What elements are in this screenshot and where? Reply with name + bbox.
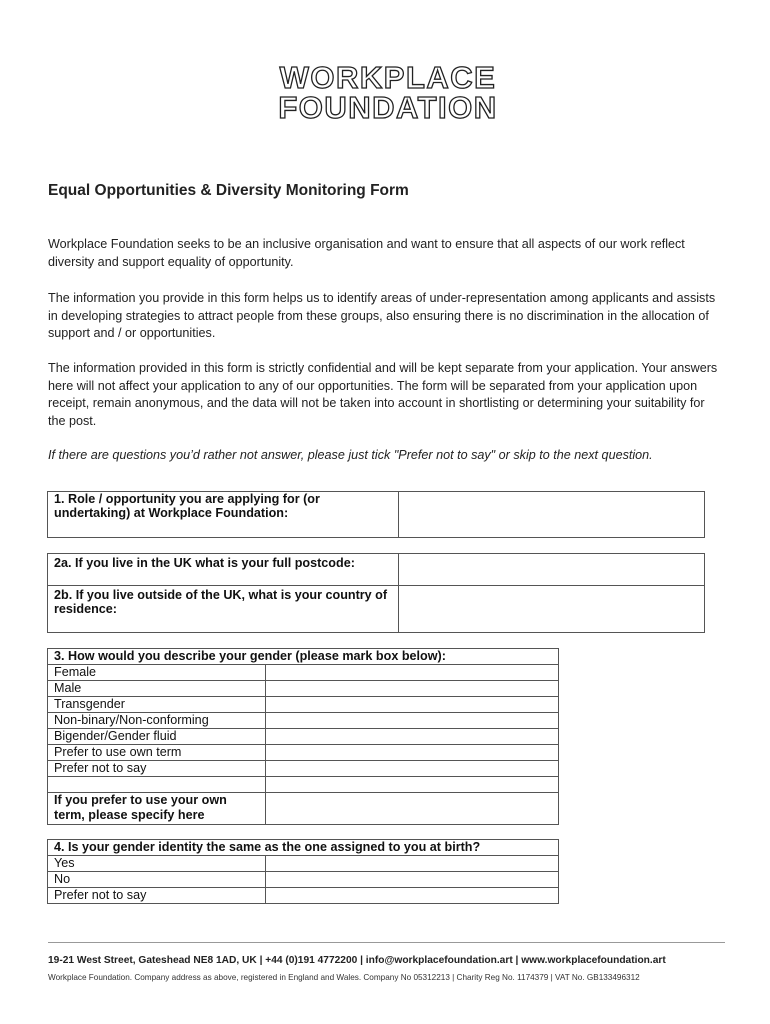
q2a-postcode-field[interactable]: [398, 554, 704, 586]
q3-spacer-cell: [48, 777, 266, 793]
q3-option-checkbox-prefer-not[interactable]: [266, 761, 559, 777]
q3-option-checkbox-male[interactable]: [266, 681, 559, 697]
q1-table: [47, 491, 705, 538]
logo-wordmark: [246, 62, 530, 120]
intro-paragraph-2: The information you provide in this form helps us to identify areas of under-representation among applicants and assists in developing strategies to attract people from these groups, also ensuring there is no discrimination in the allocation of support and / or opportunities.: [48, 291, 716, 341]
logo-line1: WORKPLACE: [279, 62, 497, 95]
q3-option-label: Prefer not to say: [48, 761, 266, 777]
footer-contact: 19-21 West Street, Gateshead NE8 1AD, UK | +44 (0)191 4772200 | info@workplacefoundation.art | www.workplacefoundation.art: [48, 955, 666, 966]
q4-label: 4. Is your gender identity the same as the one assigned to you at birth?: [48, 840, 559, 856]
logo-line2: FOUNDATION: [278, 90, 498, 120]
intro-paragraph-3: The information provided in this form is strictly confidential and will be kept separate from your application. Your answers here will not affect your application to any of our opportunities. The form will be separated from your application upon receipt, remain anonymous, and the data will not be taken into account in shortlisting or determining your suitability for the post.: [48, 361, 718, 428]
q2b-label: 2b. If you live outside of the UK, what is your country of residence:: [48, 586, 399, 633]
q3-option-checkbox-female[interactable]: [266, 665, 559, 681]
q3-label: 3. How would you describe your gender (please mark box below):: [48, 649, 559, 665]
q4-option-label: No: [48, 872, 266, 888]
q4-option-checkbox-yes[interactable]: [266, 856, 559, 872]
q3-option-label: Bigender/Gender fluid: [48, 729, 266, 745]
q3-option-label: Male: [48, 681, 266, 697]
q1-answer-field[interactable]: [398, 492, 704, 538]
q3-option-label: Non-binary/Non-conforming: [48, 713, 266, 729]
q3-option-label: Transgender: [48, 697, 266, 713]
q2b-country-field[interactable]: [398, 586, 704, 633]
q2-table: [47, 553, 705, 633]
intro-paragraph-1: Workplace Foundation seeks to be an inclusive organisation and want to ensure that all aspects of our work reflect diversity and support equality of opportunity.: [48, 237, 685, 269]
q4-option-checkbox-no[interactable]: [266, 872, 559, 888]
q4-option-label: Yes: [48, 856, 266, 872]
q3-option-checkbox-bigender[interactable]: [266, 729, 559, 745]
q1-label: 1. Role / opportunity you are applying for (or undertaking) at Workplace Foundation:: [48, 492, 399, 538]
footer-divider: [48, 942, 725, 943]
q3-option-checkbox-non-binary[interactable]: [266, 713, 559, 729]
q3-specify-label: If you prefer to use your own term, please specify here: [48, 793, 266, 825]
q4-option-label: Prefer not to say: [48, 888, 266, 904]
q3-option-label: Female: [48, 665, 266, 681]
q3-spacer-cell: [266, 777, 559, 793]
footer-legal: Workplace Foundation. Company address as above, registered in England and Wales. Company No 05312213 | Charity Reg No. 1174379 | VAT No. GB133496312: [48, 973, 640, 982]
q3-option-checkbox-transgender[interactable]: [266, 697, 559, 713]
form-title: Equal Opportunities & Diversity Monitoring Form: [48, 182, 409, 199]
q2a-label: 2a. If you live in the UK what is your full postcode:: [48, 554, 399, 586]
instruction-note: If there are questions you’d rather not answer, please just tick "Prefer not to say" or skip to the next question.: [48, 448, 653, 462]
q3-option-checkbox-own-term[interactable]: [266, 745, 559, 761]
q4-table: [47, 839, 559, 904]
q3-specify-field[interactable]: [266, 793, 559, 825]
workplace-foundation-logo: [246, 62, 530, 120]
q4-option-checkbox-prefer-not[interactable]: [266, 888, 559, 904]
q3-option-label: Prefer to use own term: [48, 745, 266, 761]
q3-table: [47, 648, 559, 825]
